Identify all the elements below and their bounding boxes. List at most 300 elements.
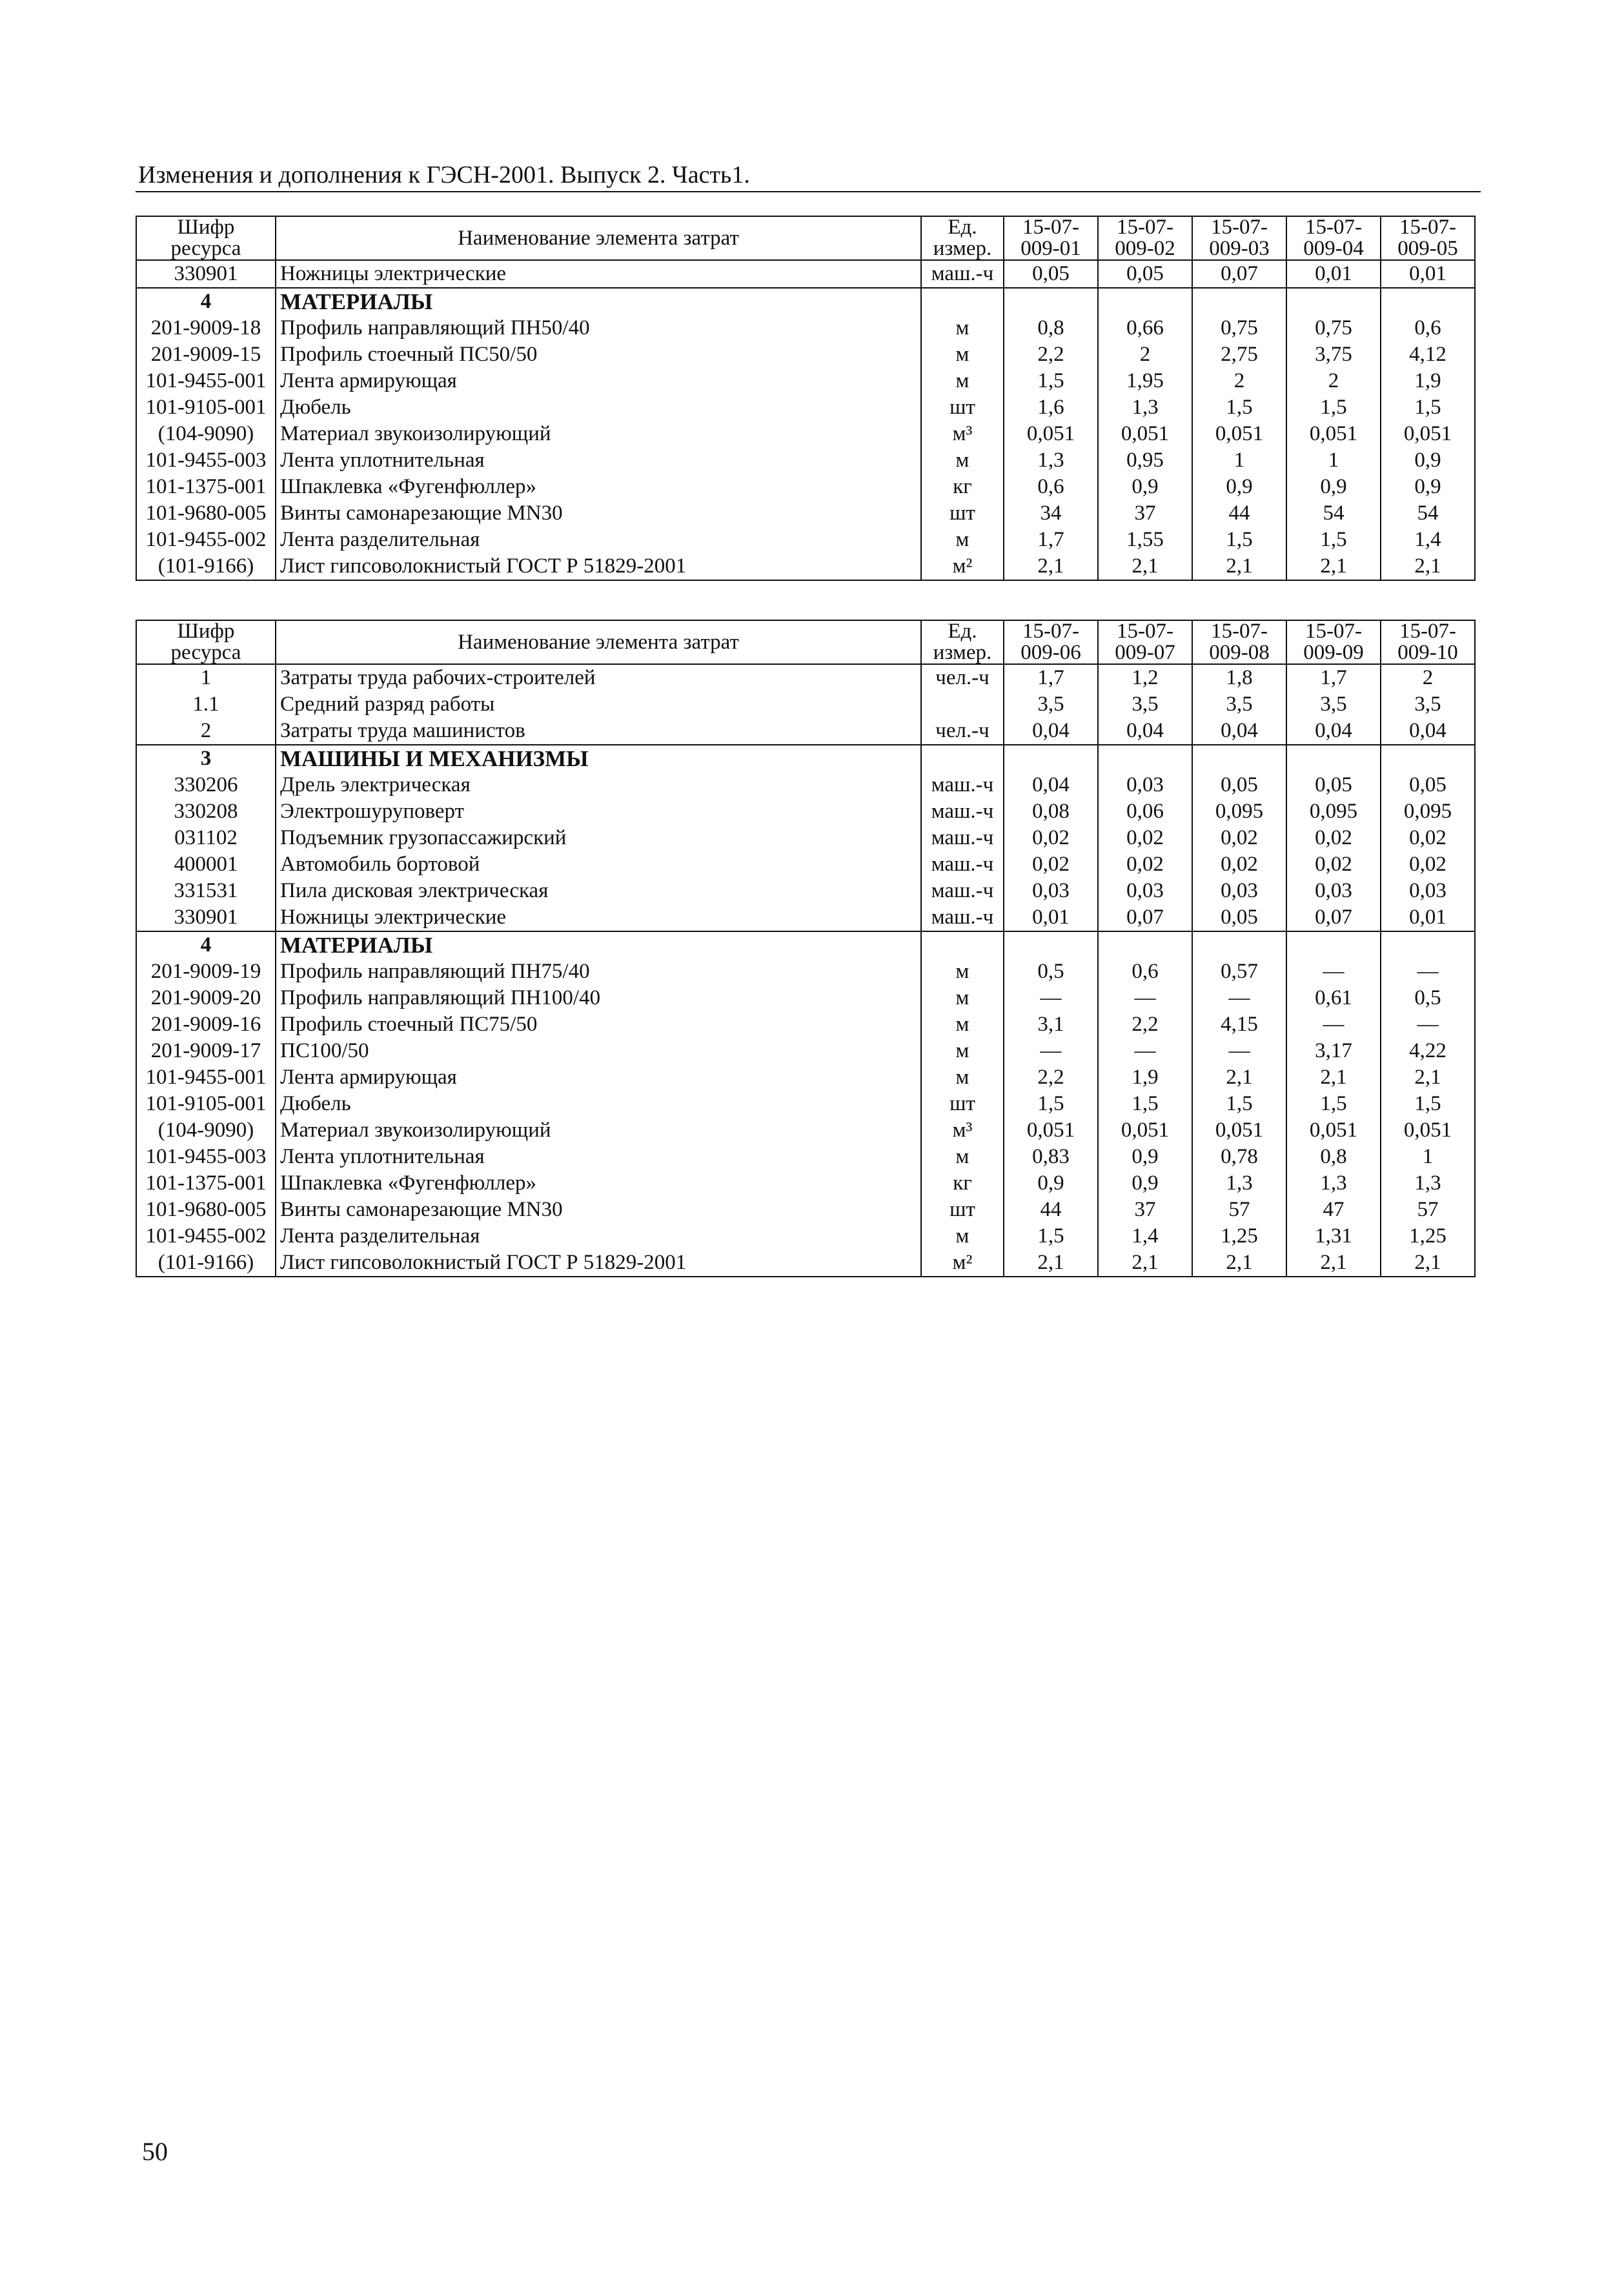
resource-code-cell: 330208 [136,798,276,825]
column-header-code: Шифр ресурса [136,216,276,260]
norm-value-cell: 1,2 [1098,664,1192,691]
norm-value-cell: 3,75 [1286,341,1381,368]
norm-value-cell [1381,931,1475,958]
norm-value-cell: 0,02 [1192,825,1286,851]
unit-cell: шт [921,1197,1004,1223]
norm-value-cell [1098,745,1192,772]
table-row [136,260,1475,288]
norm-value-cell: 54 [1286,500,1381,527]
column-header-norm-009-08: 15-07- 009-08 [1192,620,1286,664]
norm-value-cell: 0,9 [1098,1144,1192,1170]
norm-value-cell: 0,08 [1004,798,1098,825]
norm-value-cell: 2,1 [1192,1064,1286,1091]
norm-value-cell: 0,01 [1381,904,1475,931]
resource-code-cell: 101-9105-001 [136,1091,276,1117]
norms-table-2 [136,620,1476,1277]
norm-value-cell: 1,25 [1381,1223,1475,1250]
column-header-norm-009-07: 15-07- 009-07 [1098,620,1192,664]
cost-element-name-cell: Профиль направляющий ПН100/40 [276,985,921,1011]
resource-code-cell: 031102 [136,825,276,851]
cost-element-name-cell: Лента разделительная [276,1223,921,1250]
norm-value-cell: 0,01 [1004,904,1098,931]
table-row [136,851,1475,878]
norm-value-cell: 2,2 [1004,1064,1098,1091]
norm-value-cell: 0,9 [1381,447,1475,474]
norm-value-cell: 2 [1286,368,1381,394]
norm-value-cell: 0,04 [1098,718,1192,745]
table-row [136,958,1475,985]
cost-element-name-cell: Шпаклевка «Фугенфюллер» [276,1170,921,1197]
norm-value-cell: 1,5 [1004,368,1098,394]
norm-value-cell: 0,95 [1098,447,1192,474]
unit-cell: м [921,527,1004,553]
norm-value-cell: 4,22 [1381,1038,1475,1064]
norm-value-cell: 1,5 [1098,1091,1192,1117]
cost-element-name-cell: Профиль направляющий ПН75/40 [276,958,921,985]
table-row [136,825,1475,851]
norm-value-cell: 0,051 [1192,421,1286,447]
cost-element-name-cell: Затраты труда рабочих-строителей [276,664,921,691]
unit-cell: чел.-ч [921,664,1004,691]
unit-cell: м² [921,1250,1004,1277]
table-row [136,772,1475,798]
norm-value-cell: 2,1 [1381,1250,1475,1277]
norm-value-cell: 3,17 [1286,1038,1381,1064]
norm-value-cell: 1,5 [1192,1091,1286,1117]
table-row [136,341,1475,368]
norm-value-cell: 3,5 [1286,691,1381,718]
norm-value-cell: 1,3 [1381,1170,1475,1197]
norm-value-cell: 1,55 [1098,527,1192,553]
norm-value-cell [1004,745,1098,772]
norm-value-cell: 2,1 [1192,1250,1286,1277]
unit-cell [921,931,1004,958]
norm-value-cell: 1,3 [1098,394,1192,421]
table-row [136,368,1475,394]
column-header-norm-009-02: 15-07- 009-02 [1098,216,1192,260]
norm-value-cell: 0,03 [1286,878,1381,904]
norm-value-cell: 1,31 [1286,1223,1381,1250]
column-header-norm-009-05: 15-07- 009-05 [1381,216,1475,260]
resource-code-cell: 101-9455-003 [136,1144,276,1170]
unit-cell: м [921,315,1004,341]
norm-value-cell: 0,07 [1098,904,1192,931]
norm-value-cell: 2 [1098,341,1192,368]
norm-value-cell: — [1381,1011,1475,1038]
norm-value-cell: 0,03 [1004,878,1098,904]
norm-value-cell: 1,25 [1192,1223,1286,1250]
norm-value-cell: 3,5 [1098,691,1192,718]
resource-code-cell: 101-1375-001 [136,1170,276,1197]
norm-value-cell: 2,75 [1192,341,1286,368]
resource-code-cell: (104-9090) [136,1117,276,1144]
norm-value-cell: — [1098,1038,1192,1064]
norm-value-cell: 0,5 [1381,985,1475,1011]
resource-code-cell: 101-9680-005 [136,1197,276,1223]
norm-value-cell: 0,03 [1192,878,1286,904]
cost-element-name-cell: Ножницы электрические [276,260,921,288]
section-row [136,288,1475,315]
unit-cell: м [921,1144,1004,1170]
norm-value-cell: — [1098,985,1192,1011]
resource-code-cell: 400001 [136,851,276,878]
norm-value-cell: 0,8 [1004,315,1098,341]
cost-element-name-cell: Подъемник грузопассажирский [276,825,921,851]
unit-cell [921,288,1004,315]
norm-value-cell: 2,1 [1004,553,1098,580]
norm-value-cell: 0,02 [1004,825,1098,851]
norm-value-cell: 1,7 [1004,527,1098,553]
norm-value-cell: 2,1 [1192,553,1286,580]
cost-element-name-cell: Профиль направляющий ПН50/40 [276,315,921,341]
table-row [136,878,1475,904]
page-number: 50 [142,2137,168,2166]
norm-value-cell: 57 [1381,1197,1475,1223]
norm-value-cell: 0,02 [1286,825,1381,851]
cost-element-name-cell: Пила дисковая электрическая [276,878,921,904]
cost-element-name-cell: Винты самонарезающие MN30 [276,1197,921,1223]
unit-cell: кг [921,1170,1004,1197]
cost-element-name-cell: МАТЕРИАЛЫ [276,931,921,958]
norm-value-cell: 1,7 [1286,664,1381,691]
resource-code-cell: 3 [136,745,276,772]
resource-code-cell: 101-9680-005 [136,500,276,527]
norm-value-cell: 0,5 [1004,958,1098,985]
norm-value-cell: 1,7 [1004,664,1098,691]
norm-value-cell [1192,288,1286,315]
norm-value-cell: 0,051 [1381,1117,1475,1144]
column-header-code: Шифр ресурса [136,620,276,664]
norm-value-cell: 0,051 [1286,421,1381,447]
unit-cell: маш.-ч [921,772,1004,798]
norm-value-cell: 1,8 [1192,664,1286,691]
norm-value-cell: 1,3 [1004,447,1098,474]
norm-value-cell: 0,9 [1381,474,1475,500]
norm-value-cell: 1,5 [1286,527,1381,553]
table-row [136,691,1475,718]
norm-value-cell: — [1381,958,1475,985]
norm-value-cell: 1,9 [1381,368,1475,394]
table-row [136,1144,1475,1170]
resource-code-cell: (101-9166) [136,1250,276,1277]
norm-value-cell: 0,02 [1004,851,1098,878]
norm-value-cell: 0,02 [1381,825,1475,851]
norm-value-cell [1098,288,1192,315]
unit-cell: м³ [921,1117,1004,1144]
norm-value-cell [1286,288,1381,315]
column-header-name: Наименование элемента затрат [276,620,921,664]
norm-value-cell: 0,75 [1192,315,1286,341]
norm-value-cell [1192,745,1286,772]
unit-cell: м [921,985,1004,1011]
norm-value-cell: 0,61 [1286,985,1381,1011]
cost-element-name-cell: Материал звукоизолирующий [276,1117,921,1144]
unit-cell: маш.-ч [921,851,1004,878]
norm-value-cell: 3,5 [1381,691,1475,718]
resource-code-cell: 101-9455-001 [136,368,276,394]
table-row [136,1250,1475,1277]
norm-value-cell: 2,1 [1286,1064,1381,1091]
table-row [136,500,1475,527]
norm-value-cell: 1,4 [1098,1223,1192,1250]
unit-cell [921,691,1004,718]
norm-value-cell: 0,78 [1192,1144,1286,1170]
column-header-norm-009-03: 15-07- 009-03 [1192,216,1286,260]
resource-code-cell: 2 [136,718,276,745]
unit-cell: м [921,1038,1004,1064]
table-row [136,421,1475,447]
unit-cell: м [921,447,1004,474]
norm-value-cell: 3,1 [1004,1011,1098,1038]
resource-code-cell: 330206 [136,772,276,798]
column-header-norm-009-10: 15-07- 009-10 [1381,620,1475,664]
norm-value-cell: 0,051 [1098,421,1192,447]
cost-element-name-cell: Лента уплотнительная [276,1144,921,1170]
column-header-norm-009-04: 15-07- 009-04 [1286,216,1381,260]
cost-element-name-cell: Электрошуруповерт [276,798,921,825]
norm-value-cell: 1,5 [1286,394,1381,421]
norm-value-cell: 0,051 [1004,1117,1098,1144]
unit-cell: маш.-ч [921,260,1004,288]
norm-value-cell: 0,02 [1098,851,1192,878]
norm-value-cell: 0,02 [1286,851,1381,878]
cost-element-name-cell: Шпаклевка «Фугенфюллер» [276,474,921,500]
resource-code-cell: 4 [136,288,276,315]
table-row [136,1038,1475,1064]
norm-value-cell [1098,931,1192,958]
table-row [136,718,1475,745]
norm-value-cell: 44 [1004,1197,1098,1223]
norm-value-cell: 0,9 [1192,474,1286,500]
table-row [136,1223,1475,1250]
resource-code-cell: (101-9166) [136,553,276,580]
norm-value-cell: 2,1 [1286,553,1381,580]
unit-cell: шт [921,500,1004,527]
norm-value-cell: 0,051 [1381,421,1475,447]
norm-value-cell: 0,6 [1381,315,1475,341]
table-row [136,798,1475,825]
cost-element-name-cell: Профиль стоечный ПС75/50 [276,1011,921,1038]
column-header-norm-009-09: 15-07- 009-09 [1286,620,1381,664]
column-header-norm-009-06: 15-07- 009-06 [1004,620,1098,664]
norm-value-cell: 1,5 [1286,1091,1381,1117]
unit-cell: маш.-ч [921,798,1004,825]
cost-element-name-cell: Лента армирующая [276,1064,921,1091]
table-header-row [136,620,1475,664]
norm-value-cell: 0,9 [1286,474,1381,500]
unit-cell: м [921,1011,1004,1038]
norm-value-cell: 0,02 [1381,851,1475,878]
norm-value-cell: 0,6 [1098,958,1192,985]
norm-value-cell: 47 [1286,1197,1381,1223]
table-row [136,1064,1475,1091]
norm-value-cell: 2,1 [1381,1064,1475,1091]
cost-element-name-cell: МАТЕРИАЛЫ [276,288,921,315]
table-row [136,394,1475,421]
header-rule [136,191,1481,192]
table-row [136,985,1475,1011]
cost-element-name-cell: Дюбель [276,394,921,421]
cost-element-name-cell: МАШИНЫ И МЕХАНИЗМЫ [276,745,921,772]
resource-code-cell: 101-9105-001 [136,394,276,421]
norm-value-cell: 1,95 [1098,368,1192,394]
norm-value-cell: 0,04 [1192,718,1286,745]
norm-value-cell [1286,931,1381,958]
unit-cell [921,745,1004,772]
cost-element-name-cell: Винты самонарезающие MN30 [276,500,921,527]
norm-value-cell: 2 [1192,368,1286,394]
cost-element-name-cell: ПС100/50 [276,1038,921,1064]
cost-element-name-cell: Лента уплотнительная [276,447,921,474]
cost-element-name-cell: Профиль стоечный ПС50/50 [276,341,921,368]
table-row [136,474,1475,500]
table-row [136,1091,1475,1117]
norm-value-cell: 37 [1098,1197,1192,1223]
norm-value-cell: 0,83 [1004,1144,1098,1170]
unit-cell: м [921,958,1004,985]
norm-value-cell: 1,5 [1192,527,1286,553]
resource-code-cell: 101-9455-002 [136,1223,276,1250]
column-header-unit: Ед. измер. [921,620,1004,664]
norm-value-cell: 2,1 [1004,1250,1098,1277]
cost-element-name-cell: Материал звукоизолирующий [276,421,921,447]
norm-value-cell: 0,8 [1286,1144,1381,1170]
resource-code-cell: 101-9455-003 [136,447,276,474]
norm-value-cell: 0,051 [1286,1117,1381,1144]
resource-code-cell: 4 [136,931,276,958]
norm-value-cell: 1,5 [1004,1223,1098,1250]
norm-value-cell: 0,57 [1192,958,1286,985]
norm-value-cell: 0,07 [1286,904,1381,931]
resource-code-cell: 1 [136,664,276,691]
page-header-title: Изменения и дополнения к ГЭСН-2001. Выпуск 2. Часть1. [138,161,750,188]
norm-value-cell: 0,01 [1286,260,1381,288]
table-row [136,904,1475,931]
resource-code-cell: 201-9009-16 [136,1011,276,1038]
norm-value-cell: 0,02 [1098,825,1192,851]
norm-value-cell: — [1192,1038,1286,1064]
unit-cell: маш.-ч [921,825,1004,851]
norm-value-cell: 0,095 [1381,798,1475,825]
norm-value-cell: 1,3 [1192,1170,1286,1197]
norm-value-cell: 0,03 [1381,878,1475,904]
norm-value-cell: 0,051 [1192,1117,1286,1144]
table-header-row [136,216,1475,260]
table-row [136,1117,1475,1144]
unit-cell: маш.-ч [921,904,1004,931]
unit-cell: шт [921,394,1004,421]
column-header-norm-009-01: 15-07- 009-01 [1004,216,1098,260]
norm-value-cell: 2,1 [1098,1250,1192,1277]
norm-value-cell: 0,04 [1004,772,1098,798]
norm-value-cell: 0,03 [1098,772,1192,798]
unit-cell: шт [921,1091,1004,1117]
norm-value-cell: 0,03 [1098,878,1192,904]
table-row [136,527,1475,553]
norm-value-cell [1381,288,1475,315]
section-row [136,745,1475,772]
norm-value-cell: 1,5 [1004,1091,1098,1117]
norm-value-cell: — [1004,1038,1098,1064]
resource-code-cell: 201-9009-20 [136,985,276,1011]
norm-value-cell: 2 [1381,664,1475,691]
norm-value-cell: — [1286,1011,1381,1038]
norm-value-cell: 1,5 [1381,394,1475,421]
unit-cell: маш.-ч [921,878,1004,904]
cost-element-name-cell: Лента разделительная [276,527,921,553]
norm-value-cell: 0,75 [1286,315,1381,341]
resource-code-cell: 201-9009-18 [136,315,276,341]
resource-code-cell: 330901 [136,904,276,931]
norm-value-cell: 54 [1381,500,1475,527]
table-row [136,1197,1475,1223]
norm-value-cell: 0,07 [1192,260,1286,288]
norm-value-cell: 0,6 [1004,474,1098,500]
norms-table-1 [136,216,1476,581]
norm-value-cell [1004,931,1098,958]
norm-value-cell: 1 [1286,447,1381,474]
norm-value-cell: 0,06 [1098,798,1192,825]
cost-element-name-cell: Ножницы электрические [276,904,921,931]
column-header-unit: Ед. измер. [921,216,1004,260]
norm-value-cell: 0,9 [1004,1170,1098,1197]
resource-code-cell: 101-1375-001 [136,474,276,500]
norm-value-cell: 0,66 [1098,315,1192,341]
norm-value-cell: 1,3 [1286,1170,1381,1197]
norm-value-cell: 0,04 [1004,718,1098,745]
norm-value-cell: 37 [1098,500,1192,527]
norm-value-cell: 1,6 [1004,394,1098,421]
norm-value-cell: 4,15 [1192,1011,1286,1038]
norm-value-cell: 57 [1192,1197,1286,1223]
norm-value-cell [1192,931,1286,958]
norm-value-cell: 34 [1004,500,1098,527]
norm-value-cell: 0,04 [1286,718,1381,745]
cost-element-name-cell: Автомобиль бортовой [276,851,921,878]
table-row [136,1170,1475,1197]
norm-value-cell: 0,04 [1381,718,1475,745]
resource-code-cell: 101-9455-001 [136,1064,276,1091]
table-row [136,315,1475,341]
norm-value-cell [1004,288,1098,315]
norm-value-cell: 4,12 [1381,341,1475,368]
table-row [136,447,1475,474]
norm-value-cell: 1,5 [1381,1091,1475,1117]
resource-code-cell: 201-9009-15 [136,341,276,368]
resource-code-cell: 201-9009-17 [136,1038,276,1064]
resource-code-cell: 330901 [136,260,276,288]
cost-element-name-cell: Дрель электрическая [276,772,921,798]
norm-value-cell: 1,4 [1381,527,1475,553]
norm-value-cell: 0,095 [1192,798,1286,825]
norm-value-cell: 0,9 [1098,1170,1192,1197]
table-row [136,1011,1475,1038]
norm-value-cell: 2,2 [1098,1011,1192,1038]
resource-code-cell: 201-9009-19 [136,958,276,985]
unit-cell: м [921,368,1004,394]
norm-value-cell: 3,5 [1004,691,1098,718]
norm-value-cell: 44 [1192,500,1286,527]
unit-cell: м² [921,553,1004,580]
norm-value-cell: 0,05 [1004,260,1098,288]
unit-cell: м [921,1223,1004,1250]
norm-value-cell: 0,05 [1192,772,1286,798]
norm-value-cell: 2,1 [1098,553,1192,580]
norm-value-cell: — [1004,985,1098,1011]
norm-value-cell: — [1286,958,1381,985]
unit-cell: кг [921,474,1004,500]
resource-code-cell: 1.1 [136,691,276,718]
